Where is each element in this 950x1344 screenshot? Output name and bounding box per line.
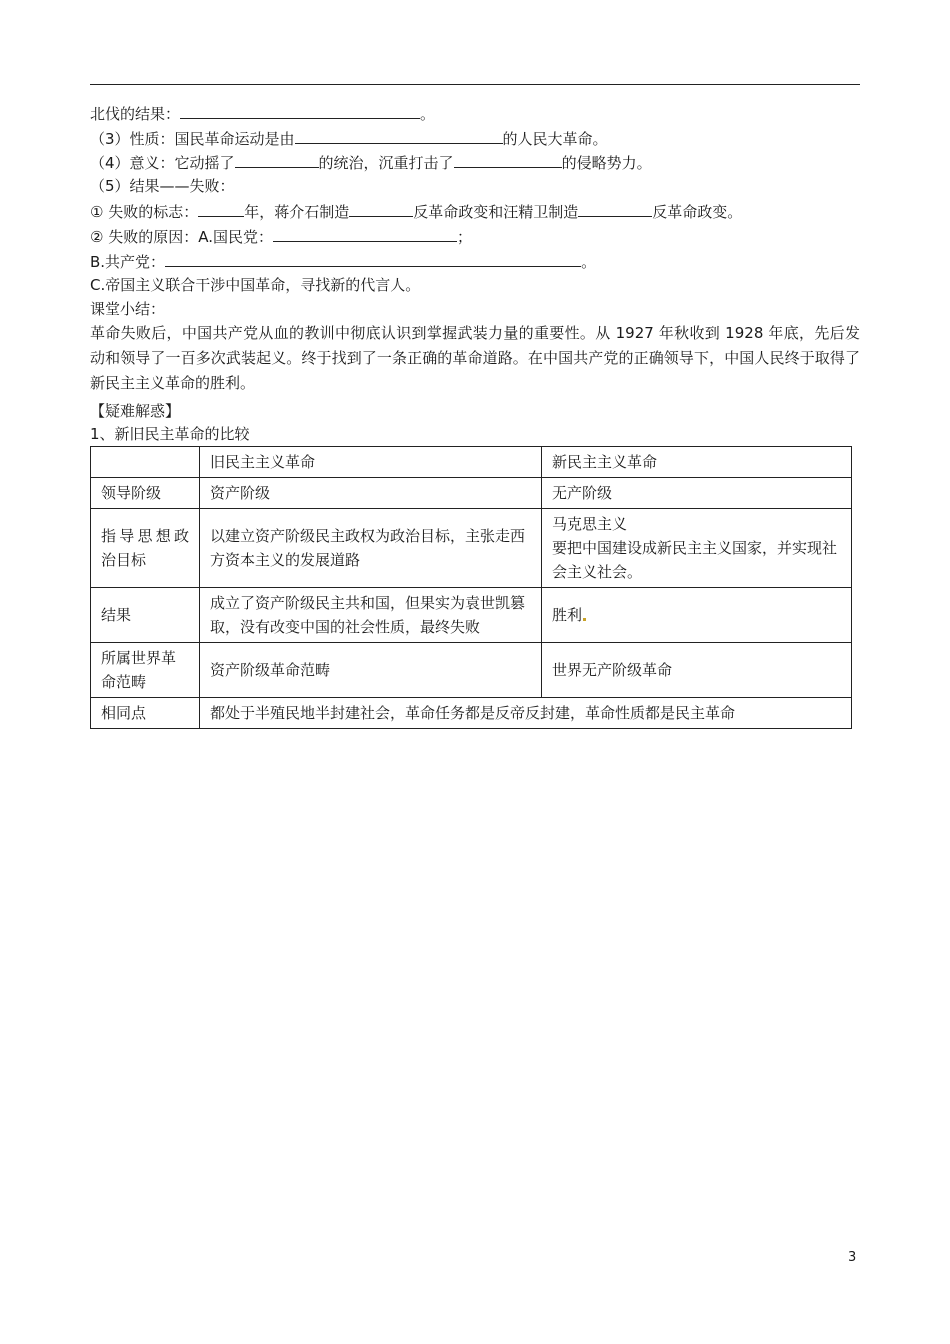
cell-line: 要把中国建设成新民主主义国家，并实现社会主义社会。 — [552, 539, 838, 581]
table-cell — [542, 588, 852, 643]
row-label: 指导思想政治目标 — [91, 509, 200, 588]
meaning-label: （4）意义：它动摇了 — [90, 154, 235, 172]
row-label: 领导阶级 — [91, 478, 200, 509]
fail-reason-label: ② 失败的原因：A.国民党： — [90, 228, 273, 246]
nature-end: 的人民大革命。 — [502, 130, 608, 148]
compare-title: 1、新旧民主革命的比较 — [90, 425, 250, 443]
punct: ； — [456, 228, 472, 246]
table-row — [91, 509, 852, 588]
table-cell: 资产阶级 — [200, 478, 542, 509]
table-cell: 以建立资产阶级民主政权为政治目标，主张走西方资本主义的发展道路 — [200, 509, 542, 588]
table-header-cell: 新民主主义革命 — [542, 447, 852, 478]
table-cell: 资产阶级革命范畴 — [200, 643, 542, 698]
gcd-line — [90, 251, 596, 272]
doubt-title: 【疑难解惑】 — [90, 402, 181, 420]
blank-field[interactable] — [578, 201, 652, 217]
row-label: 所属世界革命范畴 — [91, 643, 200, 698]
blank-field[interactable] — [198, 201, 244, 217]
row-label: 结果 — [91, 588, 200, 643]
blank-field[interactable] — [180, 103, 420, 119]
table-cell: 世界无产阶级革命 — [542, 643, 852, 698]
blank-field[interactable] — [349, 201, 413, 217]
meaning-mid: 的统治，沉重打击了 — [318, 154, 454, 172]
punct: 。 — [581, 253, 597, 271]
meaning-end: 的侵略势力。 — [561, 154, 652, 172]
table-cell-multiline — [542, 509, 852, 588]
page-number: 3 — [848, 1250, 857, 1265]
nature-label: （3）性质：国民革命运动是由 — [90, 130, 295, 148]
fail-reason-line — [90, 226, 472, 247]
marker-dot-icon — [583, 618, 586, 621]
cell-text: 胜利 — [552, 606, 583, 624]
fail-sign-label: ① 失败的标志： — [90, 203, 199, 221]
blank-field[interactable] — [235, 152, 319, 168]
table-cell — [91, 447, 200, 478]
blank-field[interactable] — [295, 128, 503, 144]
reason-c-line: C.帝国主义联合干涉中国革命，寻找新的代言人。 — [90, 276, 421, 294]
gcd-label: B.共产党： — [90, 253, 166, 271]
table-row — [91, 698, 852, 729]
meaning-line — [90, 152, 652, 173]
table-header-row — [91, 447, 852, 478]
comparison-table — [90, 446, 852, 729]
blank-field[interactable] — [165, 251, 581, 267]
table-row — [91, 478, 852, 509]
summary-label: 课堂小结： — [90, 300, 166, 318]
cell-line: 马克思主义 — [552, 515, 628, 533]
header-rule — [90, 84, 860, 85]
table-header-cell: 旧民主主义革命 — [200, 447, 542, 478]
table-row — [91, 643, 852, 698]
blank-field[interactable] — [454, 152, 562, 168]
punct: 。 — [420, 105, 436, 123]
beifa-result-line — [90, 103, 435, 124]
table-row — [91, 588, 852, 643]
fail-sign-text: 年，蒋介石制造 — [244, 203, 350, 221]
fail-sign-text: 反革命政变和汪精卫制造 — [413, 203, 579, 221]
fail-sign-line — [90, 201, 742, 222]
nature-line — [90, 128, 608, 149]
beifa-result-label: 北伐的结果： — [90, 105, 181, 123]
summary-paragraph: 革命失败后，中国共产党从血的教训中彻底认识到掌握武装力量的重要性。从 1927 年秋收到 1928 年底，先后发动和领导了一百多次武装起义。终于找到了一条正确的革命道路。在中国共产党的正确领导下，中国人民终于取得了新民主主义革命的胜利。 — [90, 324, 860, 392]
blank-field[interactable] — [273, 226, 457, 242]
result-fail-line: （5）结果——失败： — [90, 177, 235, 195]
row-label: 相同点 — [91, 698, 200, 729]
table-cell: 无产阶级 — [542, 478, 852, 509]
table-cell: 都处于半殖民地半封建社会，革命任务都是反帝反封建，革命性质都是民主革命 — [200, 698, 852, 729]
table-cell: 成立了资产阶级民主共和国，但果实为袁世凯篡取，没有改变中国的社会性质，最终失败 — [200, 588, 542, 643]
fail-sign-text: 反革命政变。 — [652, 203, 743, 221]
